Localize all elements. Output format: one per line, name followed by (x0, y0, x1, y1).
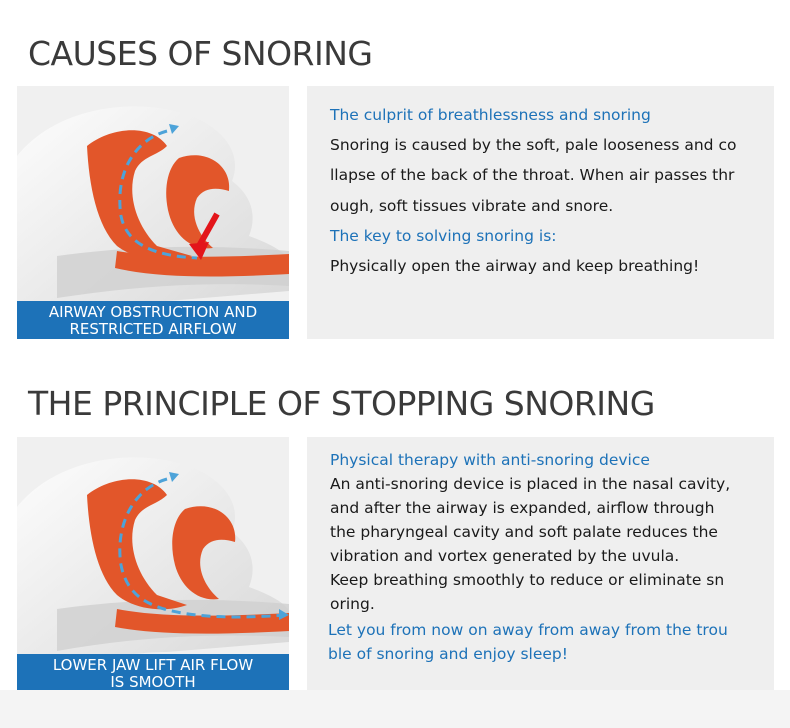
panel-line: oring. (330, 595, 375, 613)
smooth-airflow-caption (17, 654, 289, 690)
airway-obstruction-caption (17, 301, 289, 339)
caption-line: AIRWAY OBSTRUCTION AND (48, 303, 258, 321)
key-line: Physically open the airway and keep breathing! (330, 257, 700, 275)
causes-heading: CAUSES OF SNORING (28, 34, 373, 73)
panel-title: The culprit of breathlessness and snoring (330, 106, 651, 124)
closing-line: Let you from now on away from away from the trou (328, 621, 728, 639)
panel-line: Keep breathing smoothly to reduce or eliminate sn (330, 571, 725, 589)
causes-text-panel (307, 86, 774, 339)
panel-line: An anti-snoring device is placed in the nasal cavity, (330, 475, 731, 493)
caption-line: IS SMOOTH (110, 673, 196, 690)
panel-line: llapse of the back of the throat. When air passes thr (330, 166, 735, 184)
panel-title: Physical therapy with anti-snoring device (330, 451, 650, 469)
key-title: The key to solving snoring is: (330, 227, 557, 245)
panel-line: the pharyngeal cavity and soft palate reduces the (330, 523, 718, 541)
closing-line: ble of snoring and enjoy sleep! (328, 645, 568, 663)
panel-line: ough, soft tissues vibrate and snore. (330, 197, 614, 215)
panel-line: vibration and vortex generated by the uvula. (330, 547, 680, 565)
panel-line: and after the airway is expanded, airflow through (330, 499, 715, 517)
caption-line: LOWER JAW LIFT AIR FLOW (52, 656, 254, 674)
principle-text-panel (307, 437, 774, 690)
footer-strip (0, 690, 790, 728)
panel-line: Snoring is caused by the soft, pale looseness and co (330, 136, 737, 154)
head-profile-open-graphic (17, 437, 289, 690)
caption-line: RESTRICTED AIRFLOW (69, 320, 237, 338)
principle-heading: THE PRINCIPLE OF STOPPING SNORING (28, 384, 655, 423)
airway-obstruction-illustration (17, 86, 289, 339)
smooth-airflow-illustration (17, 437, 289, 690)
